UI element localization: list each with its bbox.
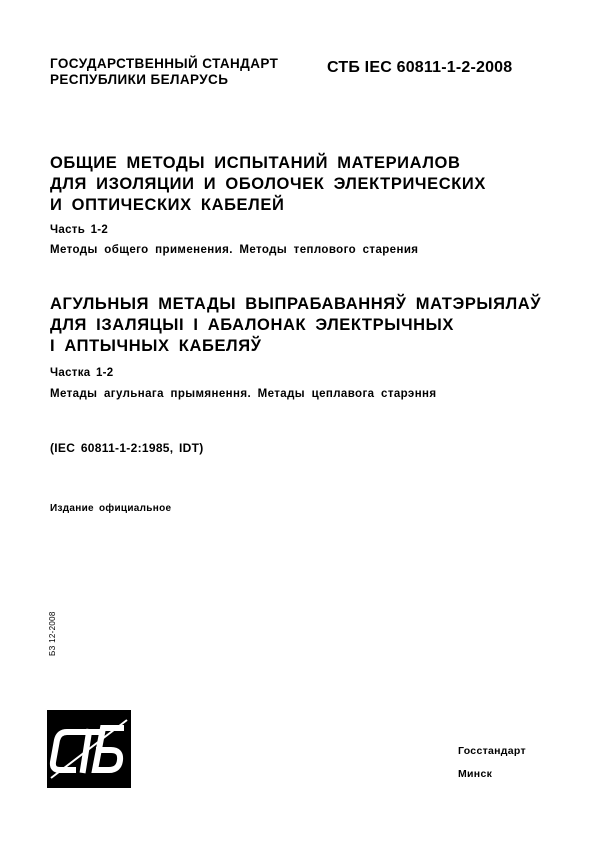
bulletin-mark [48, 612, 58, 656]
title-belarusian [50, 294, 541, 357]
title-ru-line-2: ДЛЯ ИЗОЛЯЦИИ И ОБОЛОЧЕК ЭЛЕКТРИЧЕСКИХ [50, 175, 486, 193]
edition-note: Издание официальное [50, 503, 172, 514]
issuer-line-2: РЕСПУБЛИКИ БЕЛАРУСЬ [50, 72, 229, 87]
part-russian: Часть 1-2 [50, 224, 109, 236]
subtitle-russian: Методы общего применения. Методы теплового старения [50, 244, 419, 256]
title-by-line-2: ДЛЯ ІЗАЛЯЦЫІ І АБАЛОНАК ЭЛЕКТРЫЧНЫХ [50, 316, 455, 334]
title-ru-line-1: ОБЩИЕ МЕТОДЫ ИСПЫТАНИЙ МАТЕРИАЛОВ [50, 154, 461, 172]
title-by-line-1: АГУЛЬНЫЯ МЕТАДЫ ВЫПРАБАВАННЯЎ МАТЭРЫЯЛАЎ [50, 295, 542, 313]
publisher-name: Госстандарт [458, 745, 526, 757]
title-ru-line-3: И ОПТИЧЕСКИХ КАБЕЛЕЙ [50, 196, 285, 214]
part-belarusian: Частка 1-2 [50, 367, 114, 379]
bulletin-mark-text: БЗ 12-2008 [48, 611, 57, 656]
title-by-line-3: І АПТЫЧНЫХ КАБЕЛЯЎ [50, 337, 262, 355]
publisher-city: Минск [458, 768, 493, 780]
standard-issuer [50, 56, 278, 88]
stb-logo-icon [47, 710, 131, 788]
title-russian [50, 153, 486, 216]
subtitle-belarusian: Метады агульнага прымянення. Метады цеплавога старэння [50, 388, 437, 400]
issuer-line-1: ГОСУДАРСТВЕННЫЙ СТАНДАРТ [50, 56, 279, 71]
standard-designation: СТБ IEC 60811-1-2-2008 [327, 59, 513, 76]
iec-equivalence: (IEC 60811-1-2:1985, IDT) [50, 441, 204, 455]
